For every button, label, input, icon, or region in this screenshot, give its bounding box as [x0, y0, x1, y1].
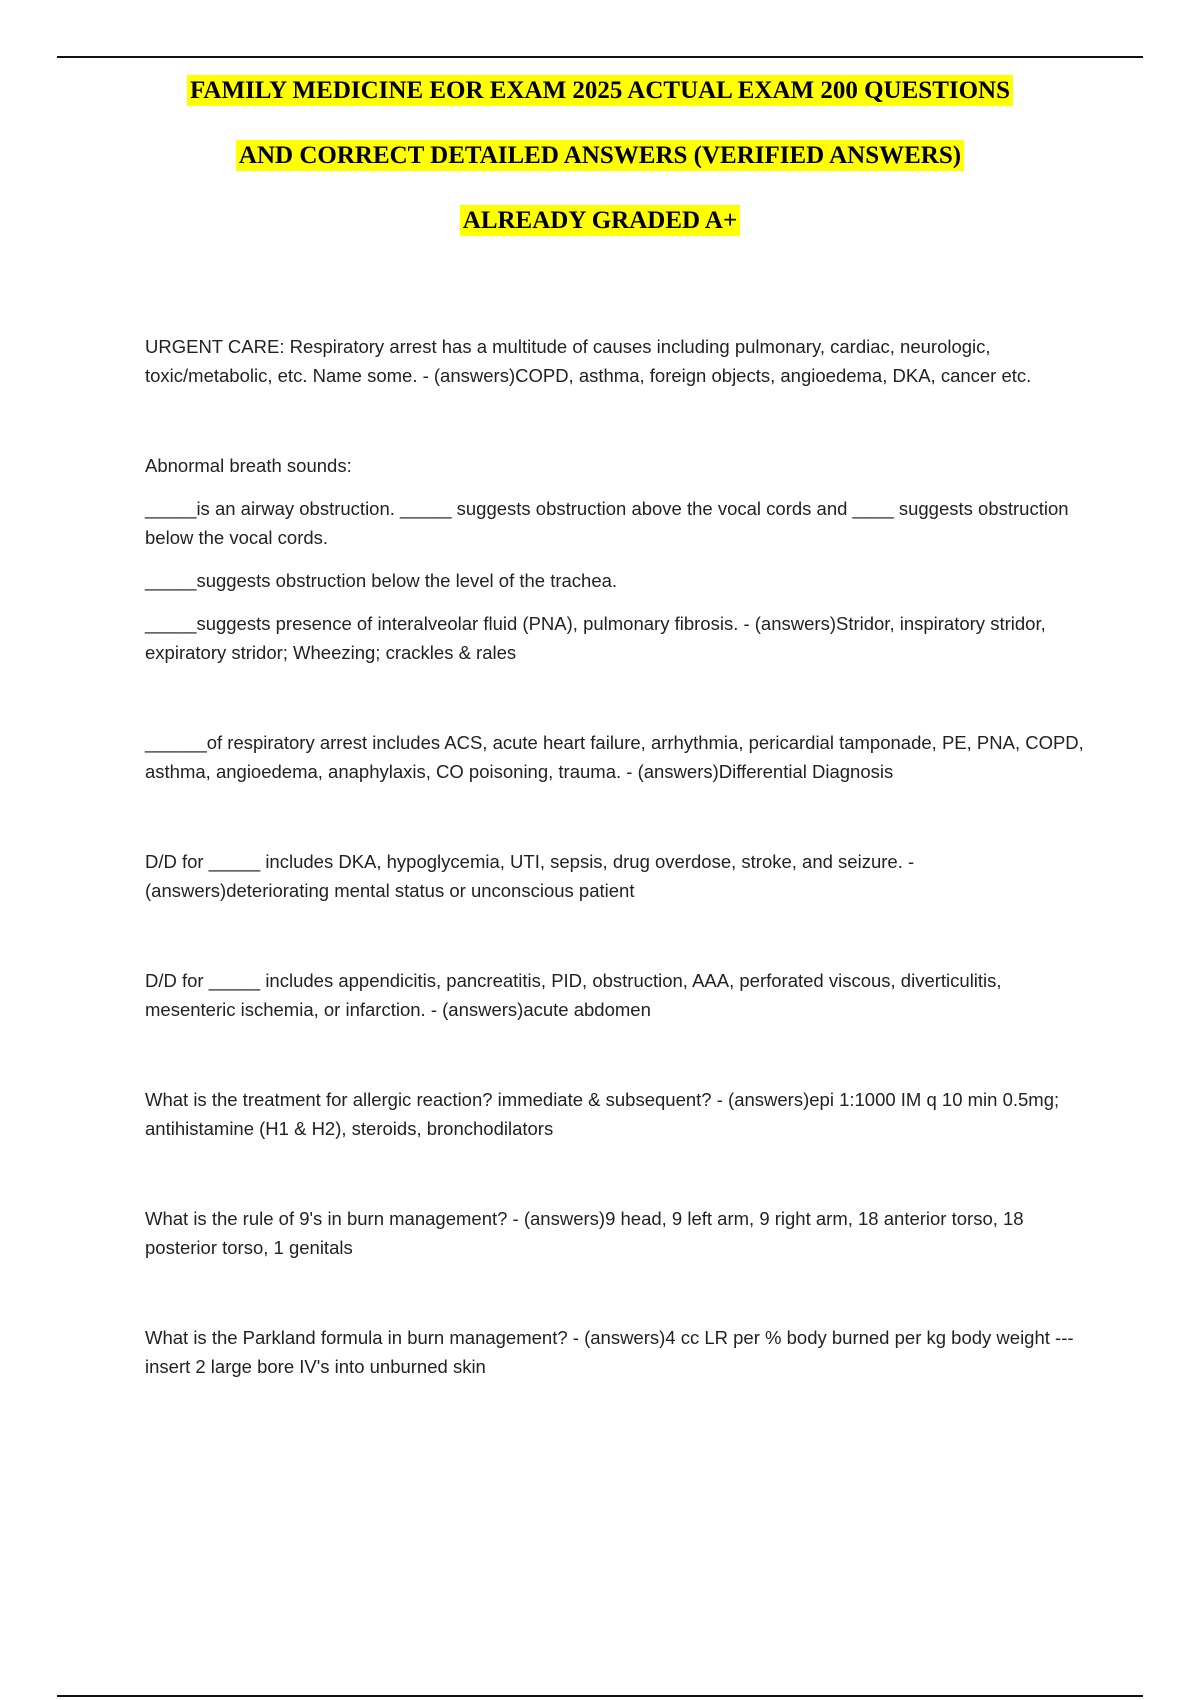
title-line-3-text: ALREADY GRADED A+ — [460, 205, 740, 236]
paragraph-breath-sounds-heading: Abnormal breath sounds: — [145, 455, 352, 476]
paragraph-airway-obstruction: _____is an airway obstruction. _____ suggests obstruction above the vocal cords and ____ suggests obstruction below the vocal cords. — [145, 498, 1069, 548]
paragraph-acute-abdomen: D/D for _____ includes appendicitis, pancreatitis, PID, obstruction, AAA, perforated viscous, diverticulitis, mesenteric ischemia, or infarction. - (answers)acute abdomen — [145, 970, 1002, 1020]
document-body — [145, 332, 1095, 1381]
paragraph-differential-diagnosis: ______of respiratory arrest includes ACS, acute heart failure, arrhythmia, pericardial tamponade, PE, PNA, COPD, asthma, angioedema, anaphylaxis, CO poisoning, trauma. - (answers)Differential Diagnosis — [145, 732, 1084, 782]
top-rule — [57, 56, 1143, 58]
title-line-2-text: AND CORRECT DETAILED ANSWERS (VERIFIED ANSWERS) — [236, 140, 964, 171]
paragraph-urgent-care: URGENT CARE: Respiratory arrest has a multitude of causes including pulmonary, cardiac, neurologic, toxic/metabolic, etc. Name some. - (answers)COPD, asthma, foreign objects, angioedema, DKA, cancer etc. — [145, 336, 1032, 386]
title-line-1-text: FAMILY MEDICINE EOR EXAM 2025 ACTUAL EXAM 200 QUESTIONS — [187, 75, 1013, 106]
paragraph-rule-of-nines: What is the rule of 9's in burn management? - (answers)9 head, 9 left arm, 9 right arm, 18 anterior torso, 18 posterior torso, 1 genitals — [145, 1208, 1024, 1258]
title-line-2 — [0, 135, 1200, 200]
title-line-1 — [0, 70, 1200, 135]
paragraph-parkland-formula: What is the Parkland formula in burn management? - (answers)4 cc LR per % body burned per kg body weight --- insert 2 large bore IV's into unburned skin — [145, 1327, 1074, 1377]
paragraph-allergic-reaction: What is the treatment for allergic reaction? immediate & subsequent? - (answers)epi 1:1000 IM q 10 min 0.5mg; antihistamine (H1 & H2), steroids, bronchodilators — [145, 1089, 1060, 1139]
title-line-3 — [0, 200, 1200, 265]
paragraph-interalveolar-fluid: _____suggests presence of interalveolar fluid (PNA), pulmonary fibrosis. - (answers)Stridor, inspiratory stridor, expiratory stridor; Wheezing; crackles & rales — [145, 613, 1046, 663]
document-title — [0, 70, 1200, 265]
bottom-rule — [57, 1695, 1143, 1697]
paragraph-trachea: _____suggests obstruction below the level of the trachea. — [145, 570, 618, 591]
paragraph-mental-status: D/D for _____ includes DKA, hypoglycemia, UTI, sepsis, drug overdose, stroke, and seizure. - (answers)deteriorating mental status or unconscious patient — [145, 851, 915, 901]
